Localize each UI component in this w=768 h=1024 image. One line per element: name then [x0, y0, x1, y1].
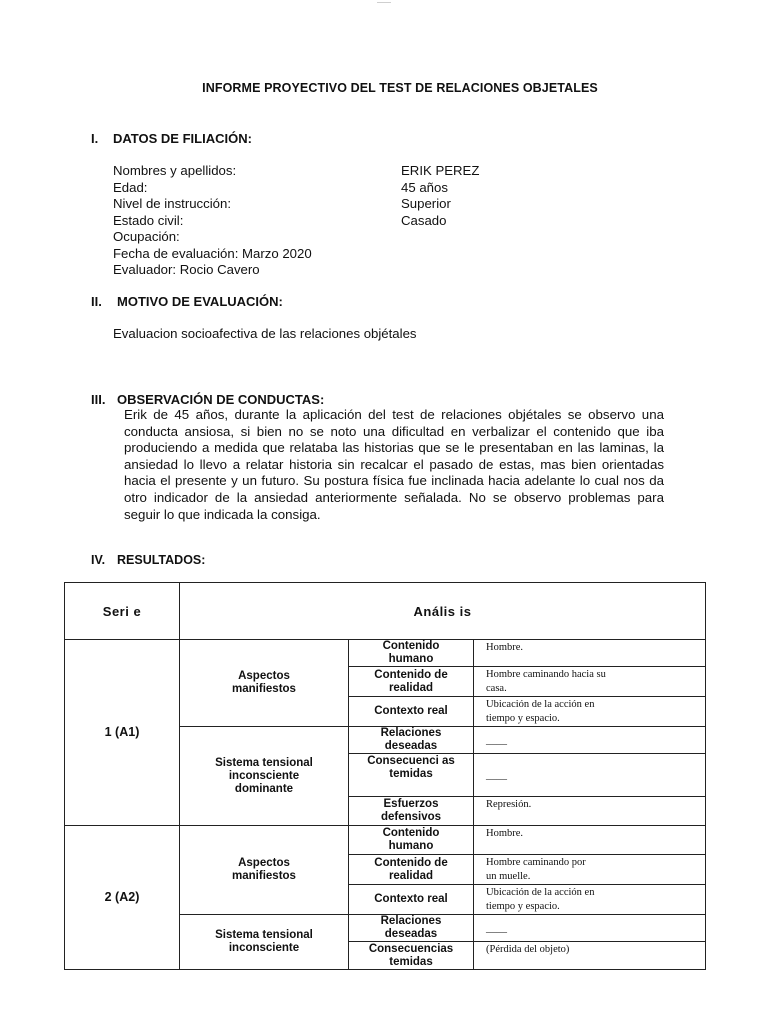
- section-heading-filiacion: [91, 131, 252, 146]
- label-cell: Contexto real: [349, 885, 474, 915]
- field-label: Nivel de instrucción:: [113, 196, 232, 211]
- section-number: III.: [91, 392, 106, 407]
- section-title: MOTIVO DE EVALUACIÓN:: [117, 294, 283, 309]
- field-label: Edad:: [113, 179, 148, 195]
- label-cell: Consecuencias temidas: [349, 942, 474, 970]
- field-value: Superior: [401, 196, 451, 211]
- value-cell: (Pérdida del objeto): [474, 942, 706, 970]
- section-number: I.: [91, 131, 99, 146]
- page-top-mark: [377, 2, 391, 3]
- section-number: II.: [91, 294, 102, 309]
- value-cell: Hombre.: [474, 640, 706, 667]
- value-cell: ____: [474, 727, 706, 754]
- value-cell: Ubicación de la acción en tiempo y espacio.: [474, 885, 706, 915]
- serie-cell: 1 (A1): [65, 640, 180, 826]
- value-cell: Hombre.: [474, 826, 706, 855]
- field-value: 45 años: [401, 179, 448, 195]
- section-title: DATOS DE FILIACIÓN:: [113, 131, 252, 146]
- value-cell: Hombre caminando por un muelle.: [474, 855, 706, 885]
- table-row: [65, 826, 706, 855]
- serie-cell: 2 (A2): [65, 826, 180, 970]
- value-cell: ____: [474, 915, 706, 942]
- report-title: INFORME PROYECTIVO DEL TEST DE RELACIONES OBJETALES: [202, 81, 598, 95]
- label-cell: Contenido humano: [349, 640, 474, 667]
- header-analisis: Anális is: [180, 583, 706, 640]
- category-cell: Aspectos manifiestos: [180, 640, 349, 727]
- motivo-text: Evaluacion socioafectiva de las relaciones objétales: [113, 326, 417, 341]
- field-label: Evaluador: Rocio Cavero: [113, 262, 260, 277]
- label-cell: Contenido humano: [349, 826, 474, 855]
- field-value: Casado: [401, 212, 447, 228]
- section-title: RESULTADOS:: [117, 553, 206, 567]
- section-heading-observacion: [91, 392, 324, 407]
- value-cell: Represión.: [474, 797, 706, 826]
- section-title: OBSERVACIÓN DE CONDUCTAS:: [117, 392, 325, 407]
- field-label: Estado civil:: [113, 212, 184, 228]
- section-number: IV.: [91, 553, 106, 567]
- section-heading-resultados: [91, 553, 205, 567]
- label-cell: Relaciones deseadas: [349, 727, 474, 754]
- label-cell: Contexto real: [349, 697, 474, 727]
- results-table: [64, 582, 706, 970]
- field-label: Fecha de evaluación: Marzo 2020: [113, 245, 312, 261]
- label-cell: Consecuenci as temidas: [349, 754, 474, 797]
- label-cell: Relaciones deseadas: [349, 915, 474, 942]
- category-cell: Sistema tensional inconsciente dominante: [180, 727, 349, 826]
- value-cell: ____: [474, 754, 706, 797]
- category-cell: Sistema tensional inconsciente: [180, 915, 349, 970]
- header-serie: Seri e: [65, 583, 180, 640]
- observacion-paragraph: Erik de 45 años, durante la aplicación del test de relaciones objétales se observo una conducta ansiosa, si bien no se noto una dificultad en verbalizar el contenido que iba produciendo a medida que relataba las historias que se le presentaban en las laminas, la ansiedad lo llevo a relatar historia sin recalcar el pasado de estas, mas bien orientadas hacia el presente y un futuro. Su postura física fue inclinada hacia adelante lo cual nos da otro indicador de la ansiedad anteriormente señalada. No se observo problemas para seguir lo que indicada la consiga.: [124, 407, 664, 522]
- section-heading-motivo: [91, 294, 283, 309]
- value-cell: Ubicación de la acción en tiempo y espacio.: [474, 697, 706, 727]
- category-cell: Aspectos manifiestos: [180, 826, 349, 915]
- label-cell: Esfuerzos defensivos: [349, 797, 474, 826]
- label-cell: Contenido de realidad: [349, 667, 474, 697]
- value-cell: Hombre caminando hacia su casa.: [474, 667, 706, 697]
- field-label: Nombres y apellidos:: [113, 163, 237, 178]
- table-row: [65, 640, 706, 667]
- label-cell: Contenido de realidad: [349, 855, 474, 885]
- field-label: Ocupación:: [113, 229, 180, 244]
- field-value: ERIK PEREZ: [401, 163, 480, 178]
- table-header-row: [65, 583, 706, 640]
